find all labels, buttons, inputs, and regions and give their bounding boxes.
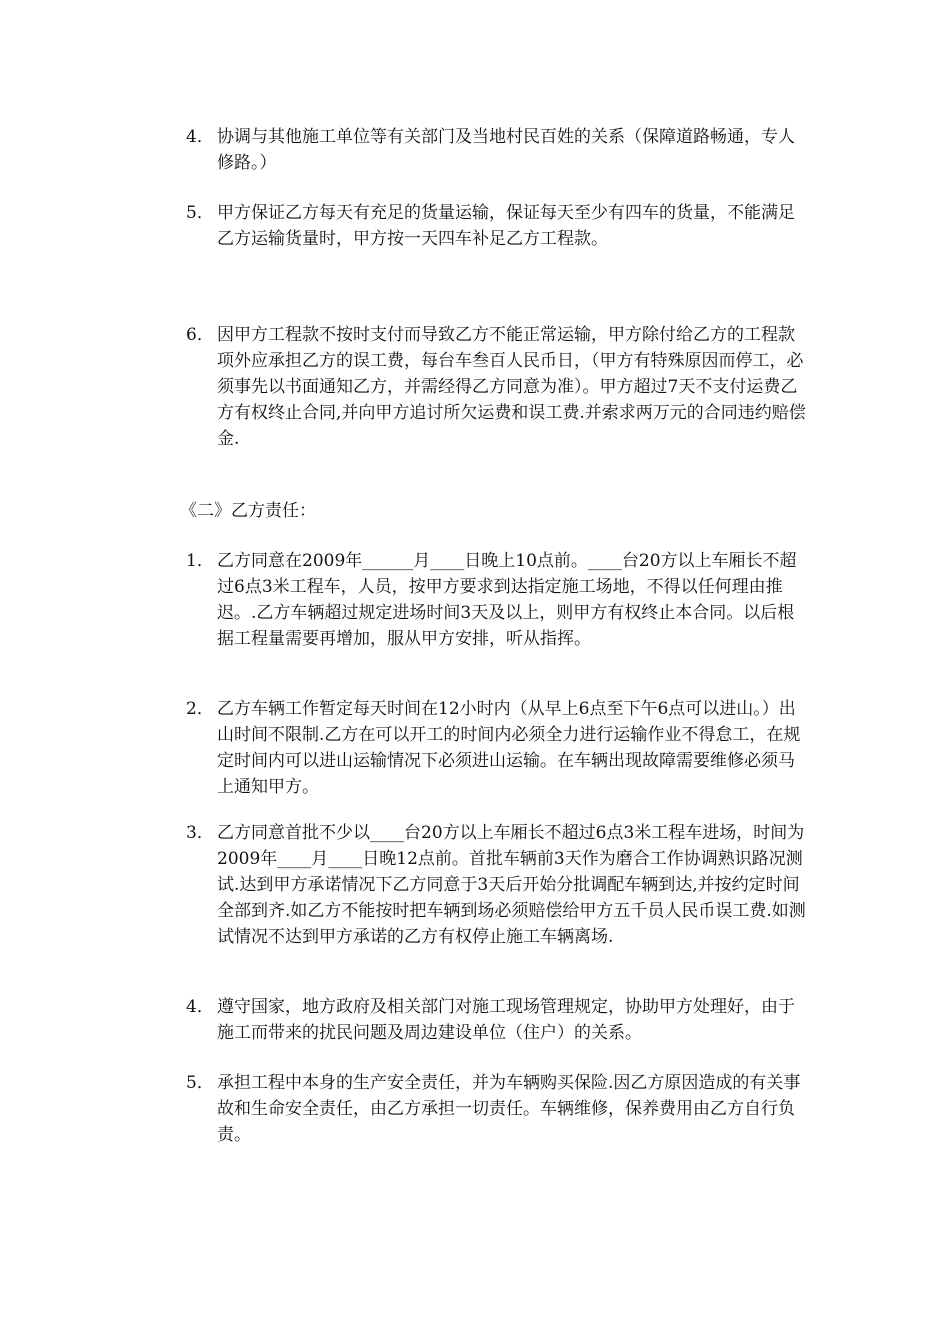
- item-number: 2．: [186, 699, 214, 719]
- item-text: 乙方同意首批不少以____台20方以上车厢长不超过6点3米工程车进场，时间为2009年____月____日晚12点前。首批车辆前3天作为磨合工作协调熟识路况测试.达到甲方承诺情况下乙方同意于3天后开始分批调配车辆到达,并按约定时间全部到齐.如乙方不能按时把车辆到场必须赔偿给甲方五千员人民币误工费.如测试情况不达到甲方承诺的乙方有权停止施工车辆离场.: [217, 823, 806, 947]
- item-text: 甲方保证乙方每天有充足的货量运输，保证每天至少有四车的货量，不能满足乙方运输货量时，甲方按一天四车补足乙方工程款。: [217, 203, 795, 249]
- item-number: 5．: [186, 1073, 214, 1093]
- item-number: 4．: [186, 127, 214, 147]
- item-text: 因甲方工程款不按时支付而导致乙方不能正常运输，甲方除付给乙方的工程款项外应承担乙方的误工费，每台车叁百人民币日，（甲方有特殊原因而停工，必须事先以书面通知乙方，并需经得乙方同意为准）。甲方超过7天不支付运费乙方有权终止合同,并向甲方追讨所欠运费和误工费.并索求两万元的合同违约赔偿金.: [217, 325, 806, 449]
- item-text: 遵守国家，地方政府及相关部门对施工现场管理规定，协助甲方处理好，由于施工而带来的扰民问题及周边建设单位（住户）的关系。: [217, 997, 795, 1043]
- item-number: 4．: [186, 997, 214, 1017]
- list-item: [186, 1070, 806, 1148]
- list-item: [186, 124, 806, 176]
- list-item: [186, 548, 806, 652]
- item-text: 承担工程中本身的生产安全责任，并为车辆购买保险.因乙方原因造成的有关事故和生命安全责任，由乙方承担一切责任。车辆维修，保养费用由乙方自行负责。: [217, 1073, 801, 1145]
- item-text: 协调与其他施工单位等有关部门及当地村民百姓的关系（保障道路畅通，专人修路。）: [217, 127, 795, 173]
- list-item: [186, 994, 806, 1046]
- item-number: 1．: [186, 551, 214, 571]
- item-text: 乙方车辆工作暂定每天时间在12小时内（从早上6点至下午6点可以进山。）出山时间不限制.乙方在可以开工的时间内必须全力进行运输作业不得怠工，在规定时间内可以进山运输情况下必须进山运输。在车辆出现故障需要维修必须马上通知甲方。: [217, 699, 801, 797]
- item-number: 3．: [186, 823, 214, 843]
- item-number: 6．: [186, 325, 214, 345]
- list-item: [186, 322, 806, 452]
- section-heading: 《二》乙方责任：: [180, 501, 316, 521]
- item-text: 乙方同意在2009年______月____日晚上10点前。____台20方以上车厢长不超过6点3米工程车，人员，按甲方要求到达指定施工场地，不得以任何理由推迟。.乙方车辆超过规定进场时间3天及以上，则甲方有权终止本合同。以后根据工程量需要再增加，服从甲方安排，听从指挥。: [217, 551, 797, 649]
- item-number: 5．: [186, 203, 214, 223]
- list-item: [186, 200, 806, 252]
- list-item: [186, 696, 806, 800]
- list-item: [186, 820, 806, 950]
